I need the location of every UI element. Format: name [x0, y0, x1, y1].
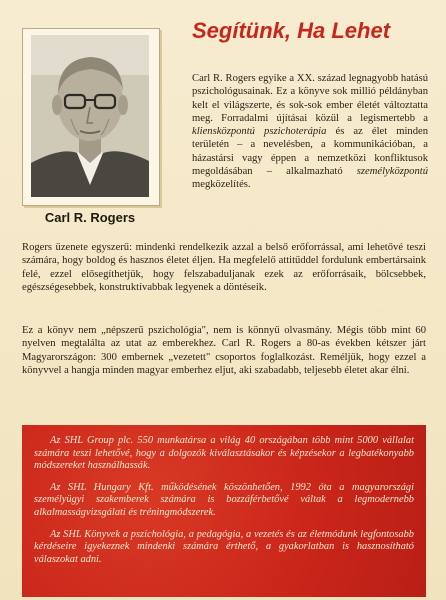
body-paragraph-1: Rogers üzenete egyszerű: mindenki rendelkezik azzal a belső erőforrással, ami lehetővé teszi számára, hogy boldog és hasznos életet éljen. Ha megfelelő attitűddel fordulunk embertársaink felé, ezzel elősegíthetjük, hogy felszabaduljanak ezek az erőforrásaik, bölcsebbek, egészségesebbek, konstruktívabbak legyenek a döntéseik.: [22, 242, 426, 293]
publisher-info-2: Az SHL Hungary Kft. működésének köszönhetően, 1992 óta a magyarországi személyügyi szakemberek számára is bozzáférbetővé váltak a legmodernebb alkalmasságvizsgálati és tréningmódszerek.: [34, 481, 414, 518]
photo-caption: Carl R. Rogers: [44, 210, 136, 225]
author-photo-frame: [22, 28, 160, 206]
intro-text-1: Carl R. Rogers egyike a XX. század legnagyobb hatású pszichológusainak. Ez a könyve sok millió példányban kelt el világszerte, és sok-sok ember életét változtatta meg. Forradalmi újításai közül a legismertebb a: [192, 73, 428, 124]
intro-text-3: megközelítés.: [192, 179, 251, 191]
intro-paragraph: [192, 72, 428, 192]
publisher-info-box: [22, 425, 426, 597]
body-paragraph-2: Ez a könyv nem „népszerű pszichológia", nem is könnyű olvasmány. Mégis több mint 60 nyelven megtalálta az utat az emberekhez. Carl R. Rogers a 80-as években kétszer járt Magyarországon: 300 embernek „vezetett" csoportos foglalkozást. Reméljük, hogy ezzel a könyvvel a hangja minden magyar emberhez eljut, aki szabadabb, teljesebb életet akar élni.: [22, 325, 426, 376]
page-title: Segítünk, Ha Lehet: [192, 18, 391, 43]
intro-emphasis-1: kliensközpontú pszichoterápia: [192, 126, 327, 138]
intro-emphasis-2: személyközpontú: [356, 166, 428, 178]
author-photo: [31, 35, 149, 197]
intro-text-2: és az élet minden területén – a nevelésben, a kommunikációban, a házastársi vagy éppen a nemzetközi konfliktusok megoldásában – alkalmazható: [192, 126, 428, 178]
portrait-illustration: [31, 35, 149, 197]
publisher-info-1: Az SHL Group plc. 550 munkatársa a világ 40 országában több mint 5000 vállalat számára teszi lehetővé, hogy a dolgozók kiválasztásakor és képzésekor a legbatékonyabb módszereket használhassák.: [34, 435, 414, 472]
publisher-info-3: Az SHL Könyvek a pszichológia, a pedagógia, a vezetés és az életmódunk legfontosabb kérdéseire igyekeznek mindenki számára érthető, a gyakorlatban is hasznosítható válaszokat adni.: [34, 528, 414, 565]
